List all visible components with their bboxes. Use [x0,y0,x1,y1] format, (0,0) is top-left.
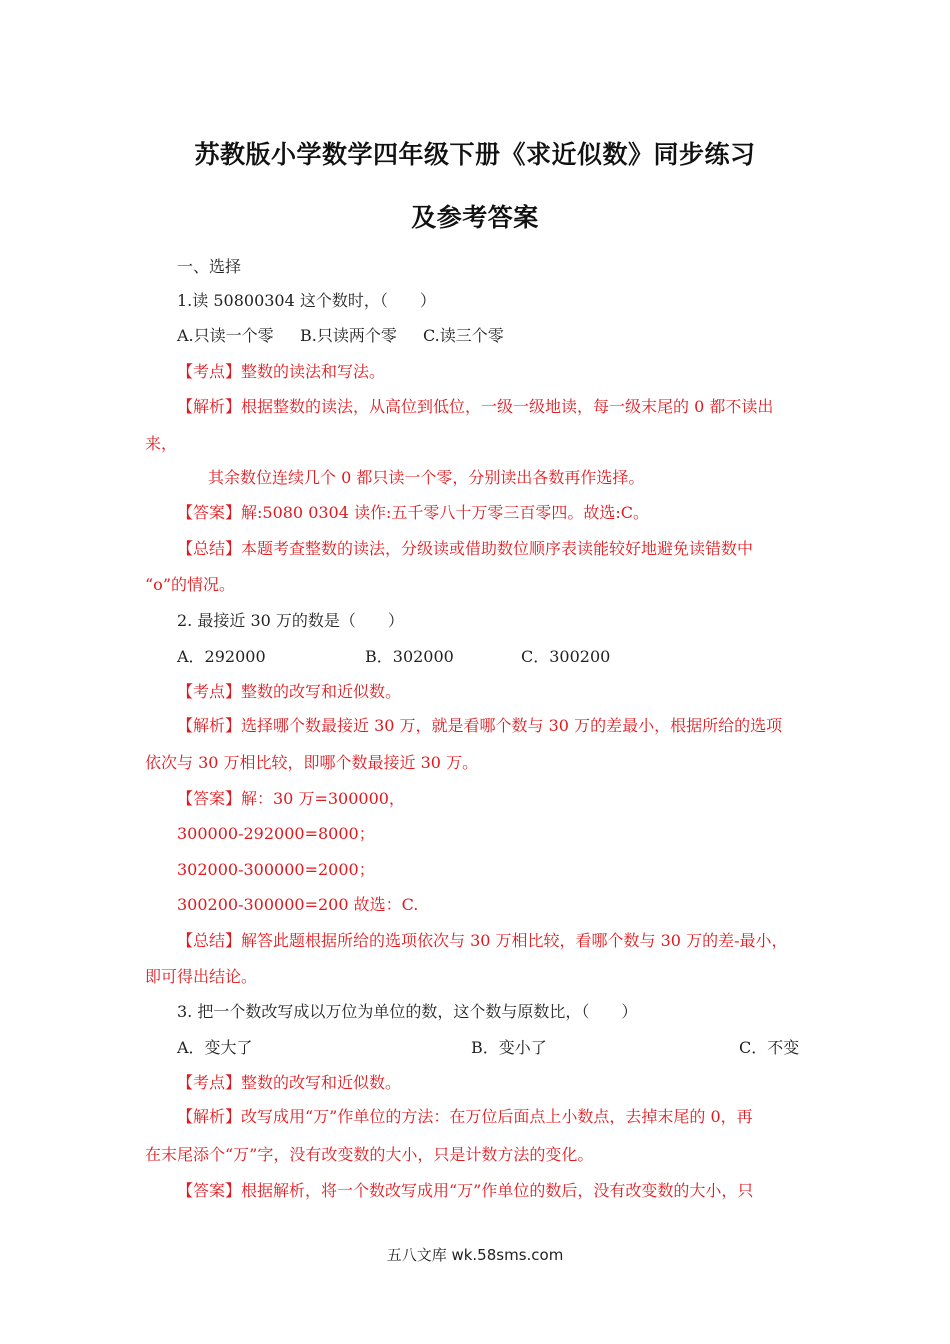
section-heading: 一、选择 [177,257,242,276]
q2-question: 2. 最接近 30 万的数是（ ） [177,611,404,630]
q1-analysis: 【解析】根据整数的读法，从高位到低位，一级一级地读，每一级末尾的 0 都不读出 [177,397,774,416]
q3-options [177,1037,810,1059]
q3-analysis-cont: 在末尾添个“万”字，没有改变数的大小，只是计数方法的变化。 [145,1145,594,1164]
q1-point: 【考点】整数的读法和写法。 [177,362,386,381]
q1-option-b: B.只读两个零 [300,326,397,345]
q3-question: 3. 把一个数改写成以万位为单位的数，这个数与原数比，（ ） [177,1002,638,1021]
q2-option-a: A．292000 [177,647,266,666]
q3-point: 【考点】整数的改写和近似数。 [177,1073,402,1092]
q3-analysis: 【解析】改写成用“万”作单位的方法：在万位后面点上小数点，去掉末尾的 0，再 [177,1107,753,1126]
q3-option-c: C．不变 [739,1038,800,1057]
q1-answer: 【答案】解:5080 0304 读作:五千零八十万零三百零四。故选:C。 [177,503,650,522]
q2-summary-cont: 即可得出结论。 [145,967,258,986]
q1-summary-cont: “o”的情况。 [145,575,235,594]
q1-question: 1.读 50800304 这个数时，（ ） [177,291,436,310]
q2-analysis-cont: 依次与 30 万相比较，即哪个数最接近 30 万。 [145,753,479,772]
q2-option-b: B．302000 [365,647,454,666]
q2-options [177,646,810,668]
q3-option-a: A．变大了 [177,1038,253,1057]
q1-options [177,325,810,347]
q1-summary: 【总结】本题考查整数的读法，分级读或借助数位顺序表读能较好地避免读错数中 [177,539,754,558]
q1-analysis-cont2: 其余数位连续几个 0 都只读一个零，分别读出各数再作选择。 [208,468,645,487]
q1-analysis-cont: 来， [145,434,178,453]
q3-answer: 【答案】根据解析，将一个数改写成用“万”作单位的数后，没有改变数的大小，只 [177,1181,754,1200]
q2-summary: 【总结】解答此题根据所给的选项依次与 30 万相比较，看哪个数与 30 万的差-最小， [177,931,788,950]
q2-answer-step1: 300000-292000=8000； [177,824,375,843]
q3-option-b: B．变小了 [471,1038,547,1057]
q1-option-a: A.只读一个零 [177,326,274,345]
q2-answer-step2: 302000-300000=2000； [177,860,375,879]
q2-option-c: C．300200 [521,647,611,666]
page-footer: 五八文库 wk.58sms.com [386,1246,564,1264]
page-title: 苏教版小学数学四年级下册《求近似数》同步练习 [194,140,756,169]
q2-answer-step3: 300200-300000=200 故选：C. [177,895,419,914]
q2-analysis: 【解析】选择哪个数最接近 30 万，就是看哪个数与 30 万的差最小，根据所给的选项 [177,716,783,735]
q2-answer: 【答案】解：30 万=300000， [177,789,405,808]
q2-point: 【考点】整数的改写和近似数。 [177,682,402,701]
page-title-line2: 及参考答案 [411,203,539,232]
q1-option-c: C.读三个零 [423,326,504,345]
